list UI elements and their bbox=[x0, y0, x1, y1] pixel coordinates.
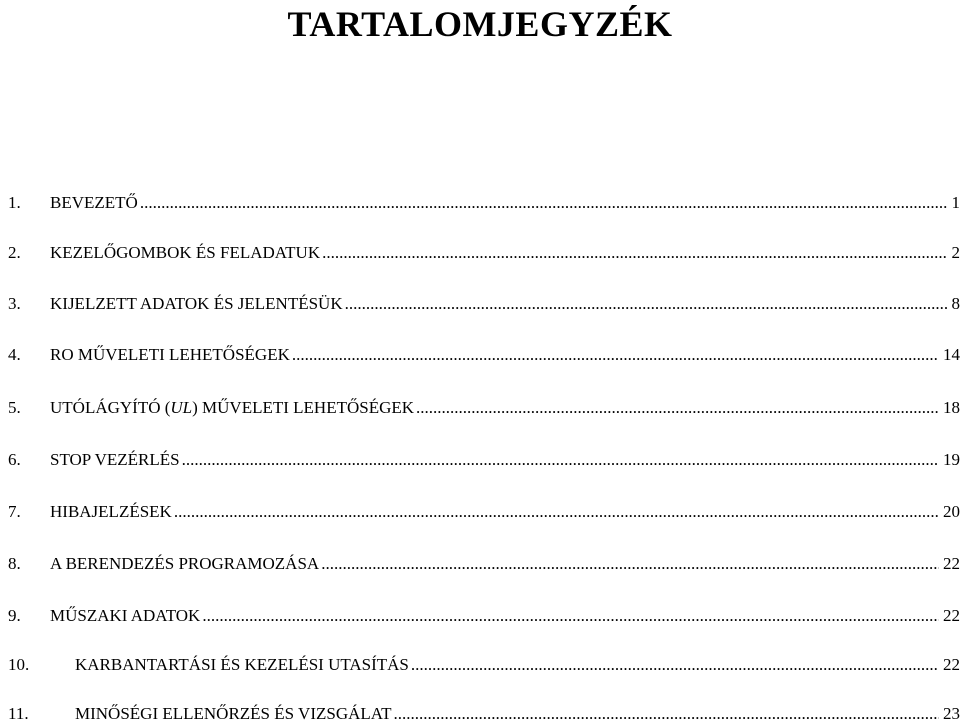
toc-entry-number: 10. bbox=[8, 655, 30, 674]
toc-entry-number: 2. bbox=[8, 243, 21, 262]
toc-entry-title-part: UTÓLÁGYÍTÓ ( bbox=[50, 398, 171, 417]
toc-entry-bevezeto[interactable] bbox=[8, 192, 960, 214]
toc-entry-title bbox=[50, 397, 414, 419]
toc-entry-utolagyito[interactable] bbox=[8, 397, 960, 419]
toc-entry-number: 5. bbox=[8, 398, 21, 417]
toc-entry-page: 23 bbox=[943, 704, 960, 723]
toc-entry-karbantartasi[interactable] bbox=[8, 654, 960, 676]
toc-entry-ro-muveleti[interactable] bbox=[8, 344, 960, 366]
toc-entry-title: BEVEZETŐ bbox=[50, 193, 138, 212]
toc-entry-page: 20 bbox=[943, 502, 960, 521]
toc-entry-page: 2 bbox=[951, 243, 960, 262]
toc-entry-stop-vezerles[interactable] bbox=[8, 449, 960, 471]
toc-entry-title: MINŐSÉGI ELLENŐRZÉS ÉS VIZSGÁLAT bbox=[75, 704, 392, 723]
toc-entry-page: 8 bbox=[951, 294, 960, 313]
toc-dot-leader bbox=[345, 293, 948, 315]
toc-entry-page: 22 bbox=[943, 606, 960, 625]
toc-dot-leader bbox=[202, 605, 939, 627]
toc-entry-title-italic: UL bbox=[170, 398, 193, 417]
toc-entry-title: A BERENDEZÉS PROGRAMOZÁSA bbox=[50, 554, 320, 573]
toc-entry-number: 9. bbox=[8, 606, 21, 625]
toc-entry-number: 3. bbox=[8, 294, 21, 313]
toc-entry-title: KIJELZETT ADATOK ÉS JELENTÉSÜK bbox=[50, 294, 343, 313]
toc-dot-leader bbox=[411, 654, 939, 676]
toc-dot-leader bbox=[394, 703, 939, 725]
toc-entry-minosegi[interactable] bbox=[8, 703, 960, 725]
toc-entry-title: STOP VEZÉRLÉS bbox=[50, 450, 180, 469]
toc-entry-number: 8. bbox=[8, 554, 21, 573]
toc-entry-number: 4. bbox=[8, 345, 21, 364]
toc-entry-page: 14 bbox=[943, 345, 960, 364]
toc-entry-page: 22 bbox=[943, 655, 960, 674]
page-title: TARTALOMJEGYZÉK bbox=[287, 4, 673, 44]
toc-entry-page: 1 bbox=[951, 193, 960, 212]
toc-entry-title: MŰSZAKI ADATOK bbox=[50, 606, 201, 625]
toc-entry-page: 19 bbox=[943, 450, 960, 469]
toc-dot-leader bbox=[182, 449, 939, 471]
toc-dot-leader bbox=[322, 242, 947, 264]
toc-entry-title: RO MŰVELETI LEHETŐSÉGEK bbox=[50, 345, 290, 364]
toc-entry-title: HIBAJELZÉSEK bbox=[50, 502, 172, 521]
toc-dot-leader bbox=[292, 344, 939, 366]
toc-entry-number: 6. bbox=[8, 450, 21, 469]
toc-entry-hibajelzesek[interactable] bbox=[8, 501, 960, 523]
toc-dot-leader bbox=[174, 501, 939, 523]
toc-entry-page: 22 bbox=[943, 554, 960, 573]
toc-entry-number: 7. bbox=[8, 502, 21, 521]
toc-entry-number: 11. bbox=[8, 704, 29, 723]
toc-dot-leader bbox=[416, 397, 939, 419]
toc-entry-title: KEZELŐGOMBOK ÉS FELADATUK bbox=[50, 243, 321, 262]
toc-entry-page: 18 bbox=[943, 398, 960, 417]
toc-entry-kezelogombok[interactable] bbox=[8, 242, 960, 264]
toc-dot-leader bbox=[140, 192, 948, 214]
toc-entry-muszaki-adatok[interactable] bbox=[8, 605, 960, 627]
toc-entry-title: KARBANTARTÁSI ÉS KEZELÉSI UTASÍTÁS bbox=[75, 655, 409, 674]
toc-entry-title-part: ) MŰVELETI LEHETŐSÉGEK bbox=[192, 398, 415, 417]
toc-entry-programozasa[interactable] bbox=[8, 553, 960, 575]
toc-entry-kijelzett-adatok[interactable] bbox=[8, 293, 960, 315]
toc-entry-number: 1. bbox=[8, 193, 21, 212]
toc-dot-leader bbox=[321, 553, 939, 575]
